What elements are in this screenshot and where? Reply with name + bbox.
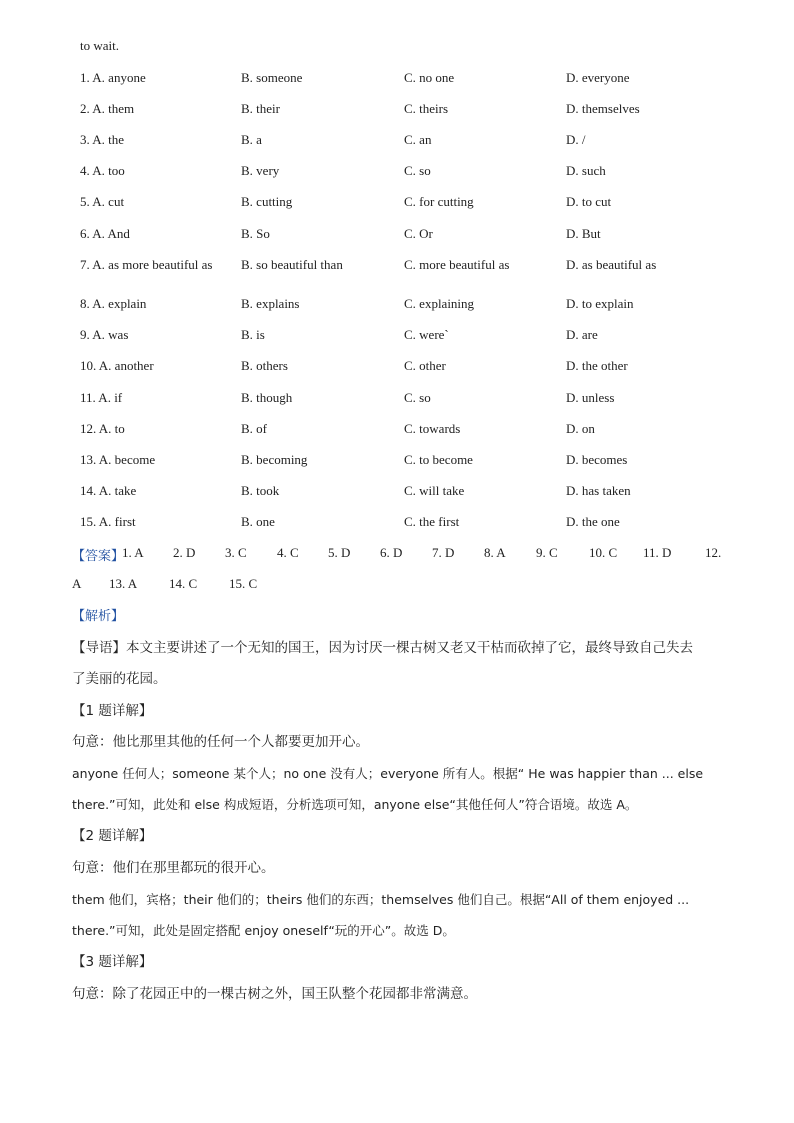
option-d: D. as beautiful as [566, 257, 657, 272]
option-d: D. to explain [566, 296, 634, 311]
option-d: D. everyone [566, 70, 630, 85]
option-row [0, 514, 794, 545]
option-d: D. becomes [566, 452, 628, 467]
analysis-heading: 【解析】 [72, 609, 125, 624]
q3-title: 【3 题详解】 [72, 954, 153, 970]
option-a: 2. A. them [80, 101, 135, 116]
option-b: B. very [241, 163, 280, 178]
option-c: C. towards [404, 421, 461, 436]
answer-item: 15. C [229, 576, 258, 591]
option-row [0, 483, 794, 514]
option-d: D. such [566, 163, 606, 178]
option-c: C. other [404, 358, 446, 373]
option-c: C. so [404, 390, 431, 405]
option-d: D. the other [566, 358, 628, 373]
option-c: C. more beautiful as [404, 257, 510, 272]
option-b: B. cutting [241, 194, 293, 209]
answer-item: 9. C [536, 545, 558, 560]
option-c: C. to become [404, 452, 473, 467]
option-c: C. an [404, 132, 432, 147]
option-d: D. But [566, 226, 601, 241]
option-row [0, 421, 794, 452]
option-d: D. unless [566, 390, 615, 405]
answer-item: 13. A [109, 576, 138, 591]
option-d: D. the one [566, 514, 620, 529]
answer-tag: 【答案】 [72, 549, 125, 564]
option-d: D. are [566, 327, 598, 342]
option-a: 9. A. was [80, 327, 129, 342]
guide-line-2: 了美丽的花园。 [72, 671, 167, 687]
option-c: C. for cutting [404, 194, 474, 209]
option-a: 10. A. another [80, 358, 154, 373]
answer-item: 6. D [380, 545, 403, 560]
guide-line-1: 【导语】本文主要讲述了一个无知的国王，因为讨厌一棵古树又老又干枯而砍掉了它，最终导致自己失去 [72, 640, 693, 656]
q2-meaning: 句意：他们在那里都玩的很开心。 [72, 860, 275, 876]
answer-item: A [72, 576, 82, 591]
option-row [0, 257, 794, 288]
answer-item: 8. A [484, 545, 506, 560]
answer-item: 4. C [277, 545, 299, 560]
option-row [0, 101, 794, 132]
option-c: C. will take [404, 483, 465, 498]
q1-explain-line-1: anyone 任何人；someone 某个人；no one 没有人；everyone 所有人。根据“ He was happier than ... else [72, 766, 704, 781]
option-row [0, 327, 794, 358]
answer-item: 2. D [173, 545, 196, 560]
q1-meaning: 句意：他比那里其他的任何一个人都要更加开心。 [72, 734, 369, 750]
option-a: 5. A. cut [80, 194, 125, 209]
intro-text: to wait. [80, 38, 119, 53]
option-c: C. Or [404, 226, 433, 241]
option-row [0, 226, 794, 257]
option-d: D. themselves [566, 101, 640, 116]
q1-explain-line-2: there.”可知，此处和 else 构成短语，分析选项可知，anyone else“其他任何人”符合语境。故选 A。 [72, 797, 638, 812]
option-row [0, 452, 794, 483]
option-b: B. is [241, 327, 265, 342]
option-c: C. the first [404, 514, 460, 529]
option-a: 6. A. And [80, 226, 130, 241]
option-d: D. on [566, 421, 595, 436]
option-a: 15. A. first [80, 514, 136, 529]
q1-title: 【1 题详解】 [72, 703, 153, 719]
answer-item: 1. A [122, 545, 144, 560]
option-b: B. though [241, 390, 293, 405]
option-c: C. theirs [404, 101, 449, 116]
option-b: B. a [241, 132, 262, 147]
answer-item: 12. [705, 545, 722, 560]
option-d: D. has taken [566, 483, 631, 498]
option-a: 13. A. become [80, 452, 156, 467]
answer-item: 14. C [169, 576, 198, 591]
option-c: C. explaining [404, 296, 475, 311]
option-a: 8. A. explain [80, 296, 147, 311]
option-row [0, 194, 794, 225]
answer-item: 7. D [432, 545, 455, 560]
answer-item: 10. C [589, 545, 618, 560]
answer-item: 3. C [225, 545, 247, 560]
option-row [0, 390, 794, 421]
option-a: 7. A. as more beautiful as [80, 257, 213, 272]
option-b: B. So [241, 226, 270, 241]
option-a: 14. A. take [80, 483, 137, 498]
option-b: B. becoming [241, 452, 308, 467]
option-b: B. took [241, 483, 280, 498]
option-b: B. explains [241, 296, 300, 311]
option-row [0, 296, 794, 327]
option-d: D. / [566, 132, 586, 147]
q2-title: 【2 题详解】 [72, 828, 153, 844]
option-b: B. one [241, 514, 275, 529]
option-b: B. others [241, 358, 288, 373]
option-b: B. their [241, 101, 280, 116]
option-a: 3. A. the [80, 132, 125, 147]
answer-item: 5. D [328, 545, 351, 560]
option-row [0, 70, 794, 101]
option-c: C. so [404, 163, 431, 178]
option-a: 12. A. to [80, 421, 125, 436]
option-b: B. of [241, 421, 267, 436]
option-a: 4. A. too [80, 163, 125, 178]
option-a: 11. A. if [80, 390, 123, 405]
option-row [0, 163, 794, 194]
q2-explain-line-2: there.”可知，此处是固定搭配 enjoy oneself“玩的开心”。故选 D。 [72, 923, 455, 938]
option-row [0, 132, 794, 163]
answer-item: 11. D [643, 545, 672, 560]
option-a: 1. A. anyone [80, 70, 146, 85]
option-b: B. so beautiful than [241, 257, 343, 272]
option-row [0, 358, 794, 389]
option-d: D. to cut [566, 194, 612, 209]
q3-meaning: 句意：除了花园正中的一棵古树之外，国王队整个花园都非常满意。 [72, 986, 477, 1002]
q2-explain-line-1: them 他们，宾格；their 他们的；theirs 他们的东西；themselves 他们自己。根据“All of them enjoyed ... [72, 892, 690, 907]
option-c: C. were` [404, 327, 449, 342]
option-c: C. no one [404, 70, 455, 85]
option-b: B. someone [241, 70, 303, 85]
